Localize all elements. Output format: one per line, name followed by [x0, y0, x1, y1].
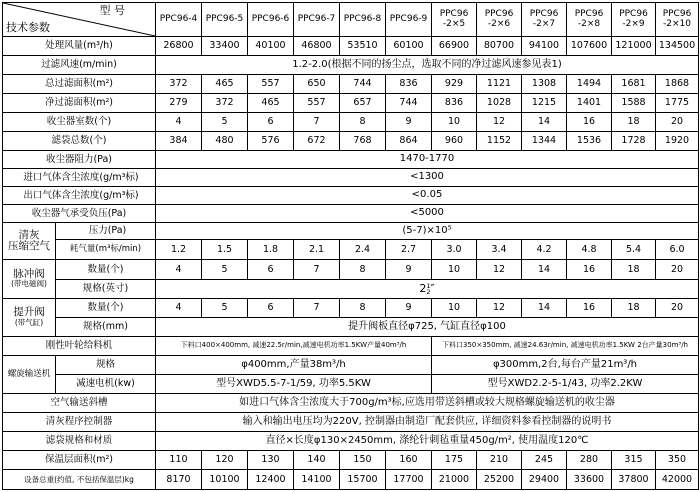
value-cell: 8: [340, 113, 386, 132]
value-cell: 8170: [156, 470, 202, 490]
value-cell: 53510: [340, 37, 386, 56]
value-cell: 315: [612, 451, 656, 470]
value-cell: 557: [294, 94, 340, 113]
value-cell: 8: [340, 299, 386, 318]
value-cell: 7: [294, 260, 340, 280]
bags-label: 滤袋总数(个): [3, 132, 156, 151]
value-cell: 66900: [432, 37, 477, 56]
insulation-label: 保温层面积(m²): [3, 451, 156, 470]
screw-conveyor-motor-left: 型号XWD5.5-7-1/59, 功率5.5KW: [156, 375, 432, 394]
value-cell: 1028: [477, 94, 522, 113]
controller-label: 清灰程序控制器: [3, 413, 156, 432]
model-header: PPC96 -2×5: [432, 3, 477, 37]
value-cell: 372: [202, 94, 248, 113]
value-cell: 175: [432, 451, 477, 470]
net-area-label: 净过滤面积(m²): [3, 94, 156, 113]
value-cell: 16: [567, 260, 612, 280]
value-cell: 14: [522, 260, 567, 280]
screw-conveyor-spec-left: φ400mm,产量38m³/h: [156, 356, 432, 375]
value-cell: 960: [432, 132, 477, 151]
value-cell: 4.8: [567, 240, 612, 260]
value-cell: 650: [294, 75, 340, 94]
weight-label: 设备总重(约值, 不包括保温层)kg: [3, 470, 156, 490]
air-chute-row: [3, 394, 699, 413]
value-cell: 60100: [386, 37, 432, 56]
value-cell: 134500: [656, 37, 699, 56]
total-area-row: [3, 75, 699, 94]
air-chute-label: 空气输送斜槽: [3, 394, 156, 413]
value-cell: 9: [386, 113, 432, 132]
weight-row: [3, 470, 699, 490]
screw-conveyor-spec-label: 规格: [56, 356, 156, 375]
value-cell: 33400: [202, 37, 248, 56]
value-cell: 160: [386, 451, 432, 470]
value-cell: 8: [340, 260, 386, 280]
value-cell: 9: [386, 260, 432, 280]
model-header: PPC96-4: [156, 3, 202, 37]
model-header: PPC96-5: [202, 3, 248, 37]
value-cell: 20: [656, 260, 699, 280]
value-cell: 576: [248, 132, 294, 151]
value-cell: 10: [432, 113, 477, 132]
value-cell: 2.4: [340, 240, 386, 260]
value-cell: 929: [432, 75, 477, 94]
value-cell: 4: [156, 299, 202, 318]
pulse-valve-group-label: 脉冲阀 (带电磁阀): [3, 260, 56, 299]
rotary-feeder-label: 刚性叶轮给料机: [3, 337, 156, 356]
model-header: PPC96 -2×8: [567, 3, 612, 37]
value-cell: 10: [432, 299, 477, 318]
bag-material-row: [3, 432, 699, 451]
value-cell: 4: [156, 113, 202, 132]
value-cell: 42000: [656, 470, 699, 490]
value-cell: 1308: [522, 75, 567, 94]
value-cell: 1868: [656, 75, 699, 94]
lift-valve-spec-value: 提升阀板直径φ725, 气缸直径φ100: [156, 318, 699, 337]
neg-pressure-value: <5000: [156, 205, 699, 223]
resistance-row: [3, 151, 699, 169]
screw-conveyor-motor-right: 型号XWD2.2-5-1/43, 功率2.2KW: [432, 375, 699, 394]
value-cell: 14: [522, 113, 567, 132]
lift-valve-spec-label: 规格(mm): [56, 318, 156, 337]
bags-row: [3, 132, 699, 151]
value-cell: 6: [248, 260, 294, 280]
value-cell: 2.7: [386, 240, 432, 260]
model-header: PPC96-6: [248, 3, 294, 37]
value-cell: 1588: [612, 94, 656, 113]
pulse-valve-spec-row: [3, 280, 699, 299]
value-cell: 14100: [294, 470, 340, 490]
total-area-label: 总过滤面积(m²): [3, 75, 156, 94]
model-header: PPC96-9: [386, 3, 432, 37]
value-cell: 26800: [156, 37, 202, 56]
value-cell: 672: [294, 132, 340, 151]
value-cell: 18: [612, 113, 656, 132]
value-cell: 744: [340, 75, 386, 94]
value-cell: 5: [202, 113, 248, 132]
filter-speed-label: 过滤风速(m/min): [3, 56, 156, 75]
value-cell: 465: [202, 75, 248, 94]
pulse-valve-spec-label: 规格(英寸): [56, 280, 156, 299]
rooms-label: 收尘器室数(个): [3, 113, 156, 132]
inlet-conc-label: 进口气体含尘浓度(g/m³标): [3, 169, 156, 187]
value-cell: 1.8: [248, 240, 294, 260]
outlet-conc-row: [3, 187, 699, 205]
value-cell: 10: [432, 260, 477, 280]
value-cell: 110: [156, 451, 202, 470]
value-cell: 80700: [477, 37, 522, 56]
rotary-feeder-row: [3, 337, 699, 356]
model-header: PPC96 -2×10: [656, 3, 699, 37]
value-cell: 1215: [522, 94, 567, 113]
value-cell: 16: [567, 113, 612, 132]
value-cell: 480: [202, 132, 248, 151]
resistance-label: 收尘器阻力(Pa): [3, 151, 156, 169]
lift-valve-count-row: [3, 299, 699, 318]
value-cell: 46800: [294, 37, 340, 56]
rotary-feeder-left: 下料口400×400mm, 减速22.5r/min,减速电机功率1.5KW产量40m³/h: [156, 337, 432, 356]
pulse-valve-spec-value: 21 2″: [156, 280, 699, 299]
value-cell: 350: [656, 451, 699, 470]
value-cell: 150: [340, 451, 386, 470]
value-cell: 15700: [340, 470, 386, 490]
value-cell: 1152: [477, 132, 522, 151]
value-cell: 1494: [567, 75, 612, 94]
value-cell: 12400: [248, 470, 294, 490]
value-cell: 18: [612, 299, 656, 318]
clean-air-pressure-label: 压力(Pa): [56, 223, 156, 240]
value-cell: 465: [248, 94, 294, 113]
value-cell: 20: [656, 299, 699, 318]
airflow-row: [3, 37, 699, 56]
neg-pressure-label: 收尘器气承受负压(Pa): [3, 205, 156, 223]
value-cell: 37800: [612, 470, 656, 490]
value-cell: 140: [294, 451, 340, 470]
value-cell: 7: [294, 299, 340, 318]
value-cell: 16: [567, 299, 612, 318]
filter-speed-row: [3, 56, 699, 75]
value-cell: 6: [248, 113, 294, 132]
clean-air-pressure-row: [3, 223, 699, 240]
screw-conveyor-spec-right: φ300mm,2台,每台产量21m³/h: [432, 356, 699, 375]
value-cell: 29400: [522, 470, 567, 490]
net-area-row: [3, 94, 699, 113]
value-cell: 279: [156, 94, 202, 113]
value-cell: 4.2: [522, 240, 567, 260]
value-cell: 12: [477, 113, 522, 132]
value-cell: 14: [522, 299, 567, 318]
value-cell: 1401: [567, 94, 612, 113]
value-cell: 6: [248, 299, 294, 318]
clean-air-pressure-value: (5-7)×10⁵: [156, 223, 699, 240]
value-cell: 9: [386, 299, 432, 318]
clean-air-group-label: 清灰 压缩空气: [3, 223, 56, 260]
value-cell: 4: [156, 260, 202, 280]
value-cell: 1.2: [156, 240, 202, 260]
rooms-row: [3, 113, 699, 132]
lift-valve-spec-row: [3, 318, 699, 337]
value-cell: 5.4: [612, 240, 656, 260]
controller-row: [3, 413, 699, 432]
insulation-row: [3, 451, 699, 470]
value-cell: 17700: [386, 470, 432, 490]
lift-valve-count-label: 数量(个): [56, 299, 156, 318]
inlet-conc-row: [3, 169, 699, 187]
lift-valve-group-label: 提升阀 (带气缸): [3, 299, 56, 337]
bag-material-value: 直径×长度φ130×2450mm, 涤纶针刺毡重量450g/m², 使用温度120℃: [156, 432, 699, 451]
screw-conveyor-motor-row: [3, 375, 699, 394]
value-cell: 744: [386, 94, 432, 113]
value-cell: 384: [156, 132, 202, 151]
value-cell: 33600: [567, 470, 612, 490]
corner-model-label: 型 号: [99, 4, 125, 17]
value-cell: 768: [340, 132, 386, 151]
value-cell: 5: [202, 260, 248, 280]
value-cell: 130: [248, 451, 294, 470]
header-row: [3, 3, 699, 37]
value-cell: 107600: [567, 37, 612, 56]
value-cell: 40100: [248, 37, 294, 56]
value-cell: 7: [294, 113, 340, 132]
value-cell: 557: [248, 75, 294, 94]
clean-air-consumption-label: 耗气量(m³标/min): [56, 240, 156, 260]
value-cell: 5: [202, 299, 248, 318]
value-cell: 18: [612, 260, 656, 280]
model-header: PPC96 -2×9: [612, 3, 656, 37]
value-cell: 280: [567, 451, 612, 470]
value-cell: 210: [477, 451, 522, 470]
value-cell: 10100: [202, 470, 248, 490]
screw-conveyor-spec-row: [3, 356, 699, 375]
value-cell: 2.1: [294, 240, 340, 260]
outlet-conc-value: <0.05: [156, 187, 699, 205]
value-cell: 245: [522, 451, 567, 470]
value-cell: 836: [386, 75, 432, 94]
value-cell: 121000: [612, 37, 656, 56]
airflow-label: 处理风量(m³/h): [3, 37, 156, 56]
value-cell: 1121: [477, 75, 522, 94]
value-cell: 1.5: [202, 240, 248, 260]
inlet-conc-value: <1300: [156, 169, 699, 187]
value-cell: 1728: [612, 132, 656, 151]
spec-table: [2, 2, 699, 490]
pulse-valve-count-label: 数量(个): [56, 260, 156, 280]
pulse-valve-count-row: [3, 260, 699, 280]
value-cell: 1681: [612, 75, 656, 94]
value-cell: 1920: [656, 132, 699, 151]
value-cell: 21000: [432, 470, 477, 490]
value-cell: 25200: [477, 470, 522, 490]
value-cell: 6.0: [656, 240, 699, 260]
value-cell: 12: [477, 299, 522, 318]
resistance-value: 1470-1770: [156, 151, 699, 169]
value-cell: 94100: [522, 37, 567, 56]
corner-header-cell: [3, 3, 156, 37]
value-cell: 3.4: [477, 240, 522, 260]
model-header: PPC96 -2×7: [522, 3, 567, 37]
air-chute-value: 如进口气体含尘浓度大于700g/m³标,应选用带送斜槽或较大规格螺旋输送机的收尘器: [156, 394, 699, 413]
bag-material-label: 滤袋规格和材质: [3, 432, 156, 451]
value-cell: 836: [432, 94, 477, 113]
value-cell: 120: [202, 451, 248, 470]
value-cell: 12: [477, 260, 522, 280]
clean-air-consumption-row: [3, 240, 699, 260]
model-header: PPC96-8: [340, 3, 386, 37]
controller-value: 输入和输出电压均为220V, 控制器由制造厂配套供应, 详细资料参看控制器的说明书: [156, 413, 699, 432]
screw-conveyor-group-label: 螺旋输送机: [3, 356, 56, 394]
value-cell: 864: [386, 132, 432, 151]
value-cell: 1536: [567, 132, 612, 151]
filter-speed-value: 1.2-2.0(根据不同的扬尘点，选取不同的净过滤风速参见表1): [156, 56, 699, 75]
outlet-conc-label: 出口气体含尘浓度(g/m³标): [3, 187, 156, 205]
neg-pressure-row: [3, 205, 699, 223]
corner-param-label: 技术参数: [6, 21, 50, 35]
value-cell: 372: [156, 75, 202, 94]
model-header: PPC96 -2×6: [477, 3, 522, 37]
model-header: PPC96-7: [294, 3, 340, 37]
rotary-feeder-right: 下料口350×350mm, 减速24.63r/min, 减速电机功率1.5KW 2台产量30m³/h: [432, 337, 699, 356]
screw-conveyor-motor-label: 减速电机(kw): [56, 375, 156, 394]
value-cell: 657: [340, 94, 386, 113]
value-cell: 1775: [656, 94, 699, 113]
value-cell: 1344: [522, 132, 567, 151]
value-cell: 20: [656, 113, 699, 132]
value-cell: 3.0: [432, 240, 477, 260]
